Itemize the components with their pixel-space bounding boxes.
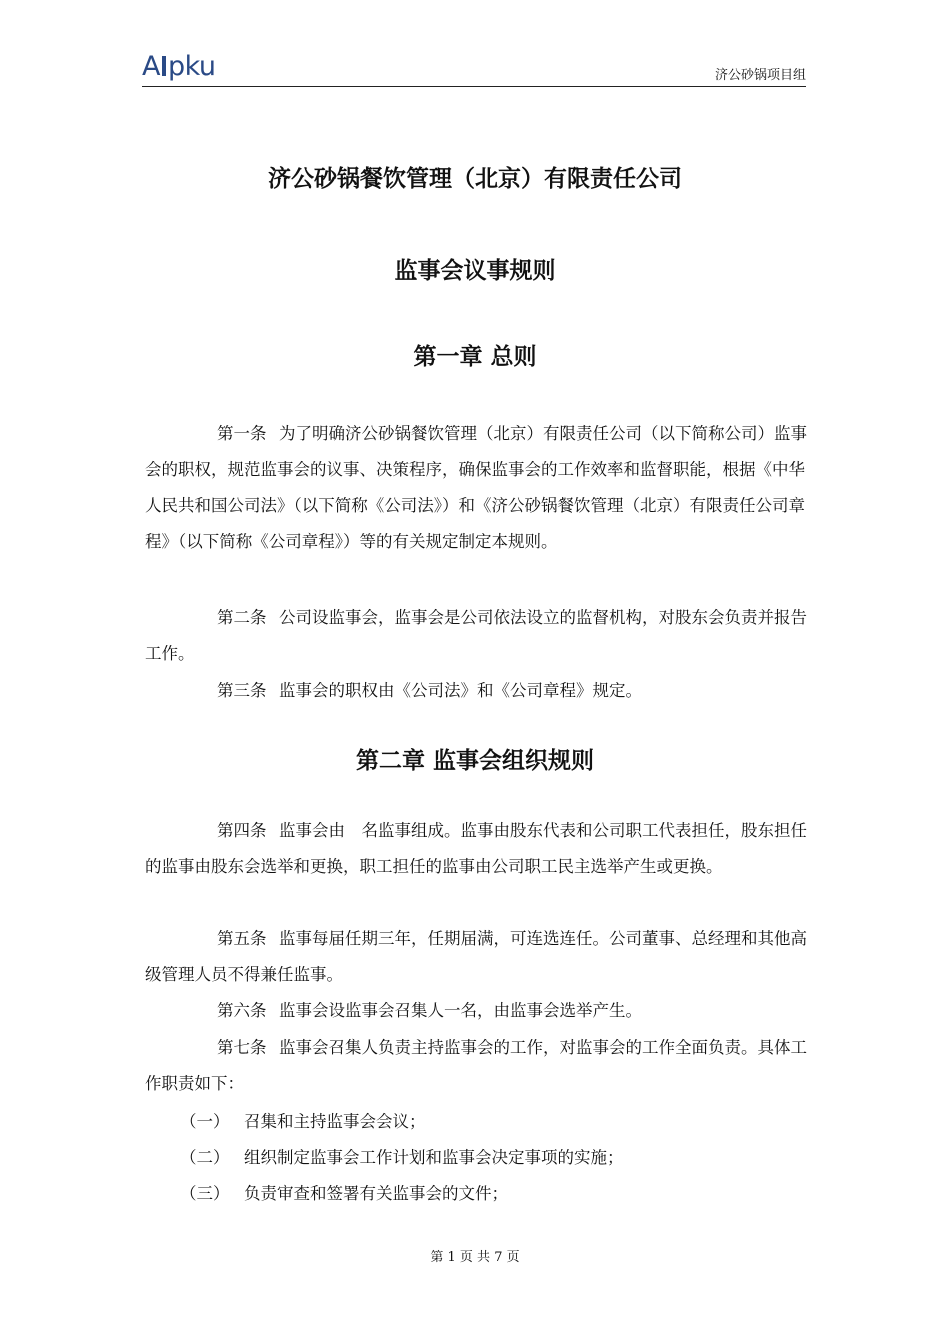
article-label: 第六条 xyxy=(217,1001,267,1020)
article-text: 监事会由 名监事组成。监事由股东代表和公司职工代表担任，股东担任的监事由股东会选举和更换，职工担任的监事由公司职工民主选举产生或更换。 xyxy=(145,821,807,876)
article-6 xyxy=(145,993,807,1029)
company-title: 济公砂锅餐饮管理（北京）有限责任公司 xyxy=(268,166,682,192)
rules-title: 监事会议事规则 xyxy=(394,258,556,284)
logo-bar-icon xyxy=(162,56,166,76)
list-item xyxy=(180,1104,426,1140)
page-footer: 第 1 页 共 7 页 xyxy=(430,1250,520,1265)
article-text: 监事会设监事会召集人一名，由监事会选举产生。 xyxy=(279,1001,642,1020)
article-label: 第三条 xyxy=(217,681,267,700)
article-text: 监事会召集人负责主持监事会的工作，对监事会的工作全面负责。具体工作职责如下： xyxy=(145,1038,807,1093)
header-project-name: 济公砂锅项目组 xyxy=(714,68,806,83)
article-text: 监事会的职权由《公司法》和《公司章程》规定。 xyxy=(279,681,642,700)
article-label: 第五条 xyxy=(217,929,267,948)
article-1 xyxy=(145,416,807,560)
list-item-number: （二） xyxy=(180,1148,230,1167)
article-label: 第四条 xyxy=(217,821,267,840)
list-item-text: 组织制定监事会工作计划和监事会决定事项的实施； xyxy=(244,1148,624,1167)
list-item-number: （一） xyxy=(180,1112,230,1131)
article-2 xyxy=(145,600,807,672)
logo-letters-pku: pku xyxy=(167,51,216,82)
article-text: 公司设监事会，监事会是公司依法设立的监督机构，对股东会负责并报告工作。 xyxy=(145,608,807,663)
article-label: 第二条 xyxy=(217,608,267,627)
logo-letter-a: A xyxy=(142,51,160,82)
article-text: 监事每届任期三年，任期届满，可连选连任。公司董事、总经理和其他高级管理人员不得兼任监事。 xyxy=(145,929,807,984)
logo xyxy=(142,52,216,82)
list-item-number: （三） xyxy=(180,1184,230,1203)
article-text: 为了明确济公砂锅餐饮管理（北京）有限责任公司（以下简称公司）监事会的职权，规范监事会的议事、决策程序，确保监事会的工作效率和监督职能，根据《中华人民共和国公司法》（以下简称《公司法》）和《济公砂锅餐饮管理（北京）有限责任公司章程》（以下简称《公司章程》）等的有关规定制定本规则。 xyxy=(145,424,807,551)
article-label: 第七条 xyxy=(217,1038,267,1057)
article-4 xyxy=(145,813,807,885)
chapter-2-heading: 第二章 监事会组织规则 xyxy=(355,748,594,774)
article-label: 第一条 xyxy=(217,424,267,443)
list-item xyxy=(180,1176,508,1212)
list-item-text: 召集和主持监事会会议； xyxy=(244,1112,426,1131)
list-item-text: 负责审查和签署有关监事会的文件； xyxy=(244,1184,508,1203)
article-7 xyxy=(145,1030,807,1102)
page-header xyxy=(142,52,806,87)
list-item xyxy=(180,1140,624,1176)
article-3 xyxy=(145,673,807,709)
article-5 xyxy=(145,921,807,993)
chapter-1-heading: 第一章 总则 xyxy=(413,344,537,370)
